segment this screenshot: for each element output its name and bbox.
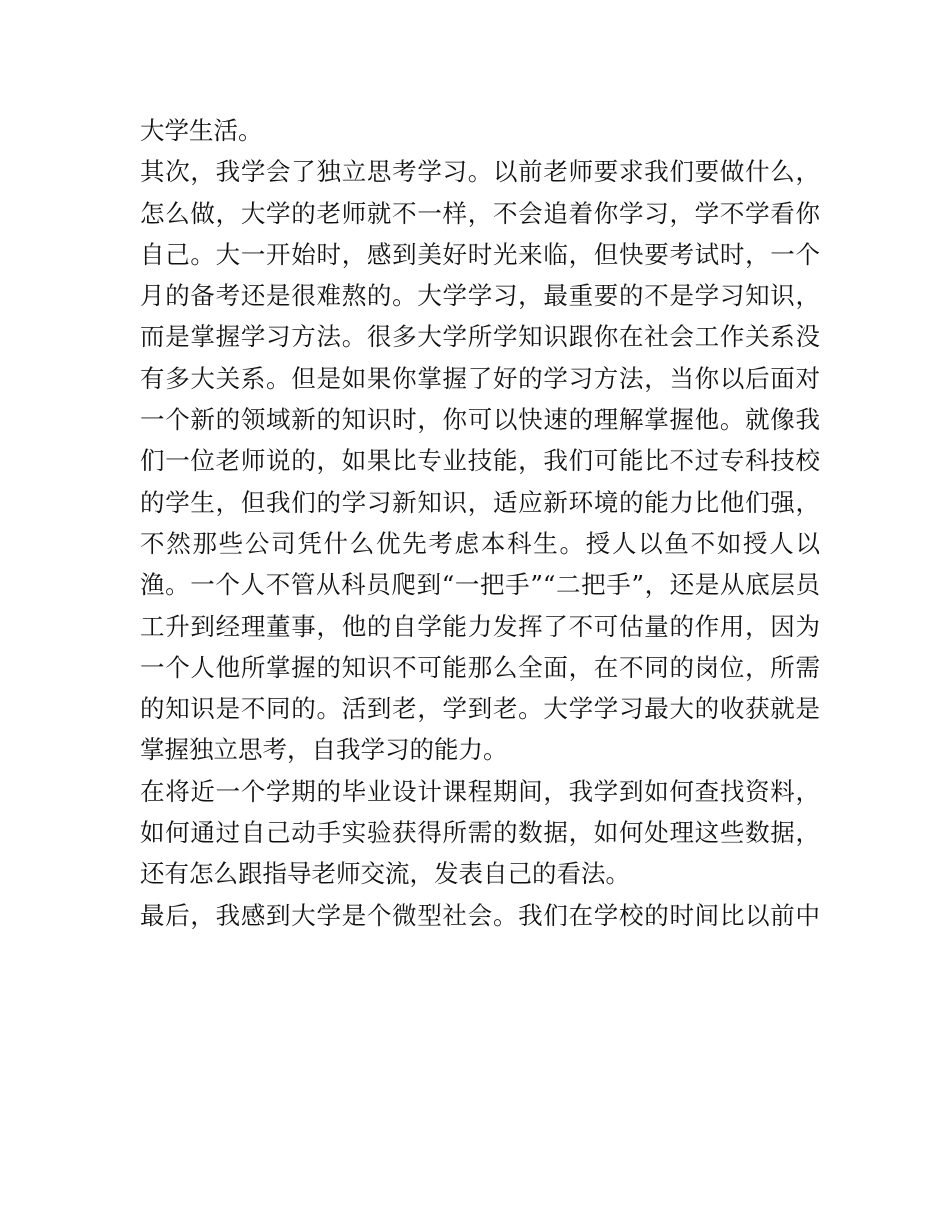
text-line: 工升到经理董事，他的自学能力发挥了不可估量的作用，因为 [140,611,820,641]
text-line: 掌握独立思考，自我学习的能力。 [140,735,508,765]
text-line: 一个新的领域新的知识时，你可以快速的理解掌握他。就像我 [140,405,820,435]
text-line: 最后，我感到大学是个微型社会。我们在学校的时间比以前中 [140,900,820,930]
text-line: 其次，我学会了独立思考学习。以前老师要求我们要做什么， [140,157,820,187]
text-line: 怎么做，大学的老师就不一样，不会追着你学习，学不学看你 [140,198,820,228]
body-text [140,110,820,936]
text-line: 有多大关系。但是如果你掌握了好的学习方法，当你以后面对 [140,363,820,393]
text-line: 月的备考还是很难熬的。大学学习，最重要的不是学习知识， [140,281,820,311]
text-line: 大学生活。 [140,116,263,145]
text-line: 在将近一个学期的毕业设计课程期间，我学到如何查找资料， [140,776,820,806]
text-line: 不然那些公司凭什么优先考虑本科生。授人以鱼不如授人以 [140,528,820,558]
text-line: 还有怎么跟指导老师交流，发表自己的看法。 [140,859,630,889]
text-line: 的知识是不同的。活到老，学到老。大学学习最大的收获就是 [140,694,820,724]
text-line: 而是掌握学习方法。很多大学所学知识跟你在社会工作关系没 [140,322,820,352]
text-line: 自己。大一开始时，感到美好时光来临，但快要考试时，一个 [140,239,820,269]
text-line: 们一位老师说的，如果比专业技能，我们可能比不过专科技校 [140,446,820,476]
text-line: 的学生，但我们的学习新知识，适应新环境的能力比他们强， [140,487,820,517]
text-line: 渔。一个人不管从科员爬到“一把手”“二把手”，还是从底层员 [140,570,820,600]
text-line: 如何通过自己动手实验获得所需的数据，如何处理这些数据， [140,818,820,848]
text-line: 一个人他所掌握的知识不可能那么全面，在不同的岗位，所需 [140,652,820,682]
